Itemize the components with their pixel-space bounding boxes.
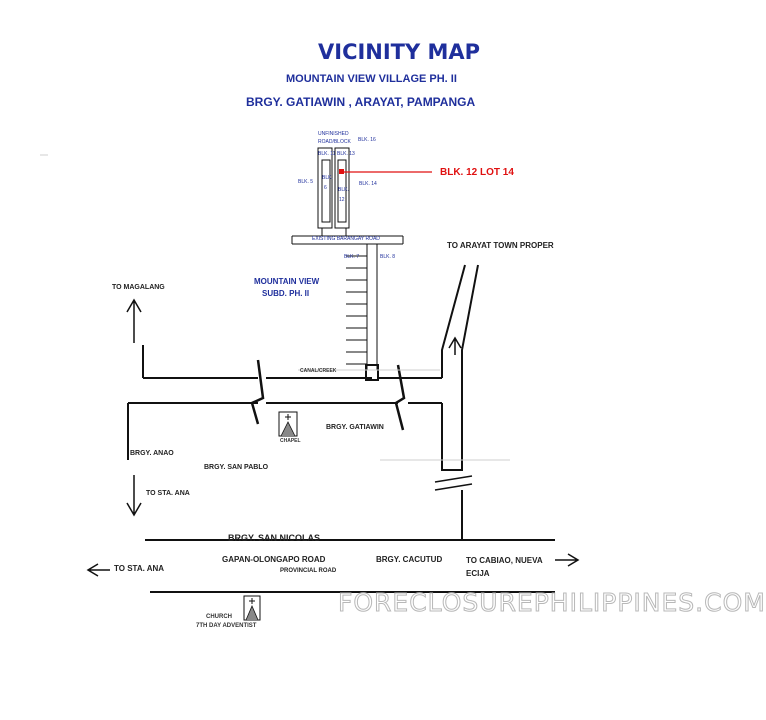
provincial-road-label: PROVINCIAL ROAD	[280, 568, 337, 574]
subject-lot-marker	[339, 169, 344, 174]
church-icon	[244, 596, 260, 620]
direction-to-arayat: TO ARAYAT TOWN PROPER	[447, 241, 554, 250]
highway-arayat-east	[442, 265, 478, 470]
block-label: BLK. 16	[358, 137, 376, 143]
block-label: BLK. 5	[298, 179, 314, 185]
subdivision-name: MOUNTAIN VIEW	[254, 277, 320, 286]
subdivision-name: SUBD. PH. II	[262, 289, 310, 298]
arrow-north	[127, 300, 141, 343]
block-label: BLK. 14	[359, 181, 377, 187]
block-label: BLK.	[338, 187, 349, 193]
block-label: BLK. 13	[337, 151, 355, 157]
arrow-west	[88, 564, 110, 576]
block-label: BLK. 11	[318, 151, 336, 157]
direction-to-sta-ana: TO STA. ANA	[146, 490, 190, 497]
direction-to-cabiao: ECIJA	[466, 569, 490, 578]
canal-label: CANAL/CREEK	[300, 368, 337, 374]
church-label: 7TH DAY ADVENTIST	[196, 623, 257, 629]
block-label: BLK. 8	[380, 254, 396, 260]
road-break	[396, 365, 404, 430]
barangay-san-nicolas-label: BRGY. SAN NICOLAS	[228, 533, 321, 543]
block-outline	[322, 160, 330, 222]
existing-road-label: EXISTING BARANGAY ROAD	[312, 236, 380, 242]
block-label: BLK.	[322, 175, 333, 181]
subdivision-road	[367, 244, 377, 370]
block-label: BLK. 7	[344, 254, 360, 260]
church-label: CHURCH	[206, 614, 232, 620]
road-break	[435, 476, 472, 482]
block-connector	[322, 228, 346, 236]
watermark: FORECLOSUREPHILIPPINES.COM	[338, 588, 766, 617]
block-label: 12	[339, 197, 345, 203]
direction-to-magalang: TO MAGALANG	[112, 284, 165, 291]
map-title: VICINITY MAP	[318, 40, 481, 64]
unfinished-road-label: ROAD/BLOCK	[318, 139, 351, 145]
barangay-san-pablo-label: BRGY. SAN PABLO	[204, 464, 269, 471]
chapel-label: CHAPEL	[280, 438, 301, 444]
direction-to-sta-ana: TO STA. ANA	[114, 564, 165, 573]
road-break	[435, 484, 472, 490]
barangay-anao-label: BRGY. ANAO	[130, 450, 174, 457]
block-label: 6	[324, 185, 327, 191]
barangay-cacutud-label: BRGY. CACUTUD	[376, 555, 443, 564]
subject-lot-label: BLK. 12 LOT 14	[440, 167, 514, 178]
arrow-south	[127, 475, 141, 515]
road-break	[252, 360, 263, 424]
direction-to-cabiao: TO CABIAO, NUEVA	[466, 556, 543, 565]
gapan-olongapo-road-label: GAPAN-OLONGAPO ROAD	[222, 555, 326, 564]
lot-lines	[346, 256, 367, 364]
map-subtitle: MOUNTAIN VIEW VILLAGE PH. II	[286, 73, 457, 85]
barangay-gatiawin-label: BRGY. GATIAWIN	[326, 424, 384, 431]
chapel-icon	[279, 412, 297, 436]
unfinished-road-label: UNFINISHED	[318, 131, 349, 137]
arrow-northeast	[449, 338, 461, 355]
map-location: BRGY. GATIAWIN , ARAYAT, PAMPANGA	[246, 95, 476, 109]
arrow-east	[555, 554, 578, 566]
